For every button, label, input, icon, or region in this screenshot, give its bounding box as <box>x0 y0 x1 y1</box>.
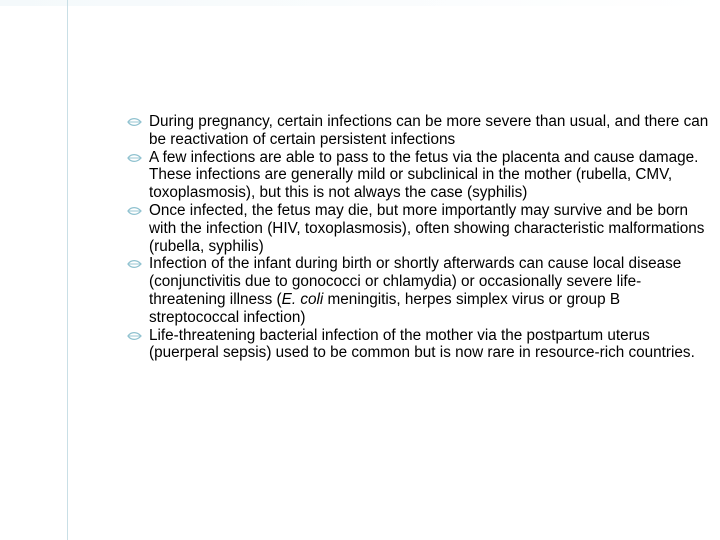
leaf-bullet-icon <box>127 259 142 269</box>
bullet-text-before: Infection of the infant during birth or shortly afterwards can cause local disease (conjunctivitis due to gonococci or chlamydia) or occasionally severe life-threatening illness ( <box>149 255 682 308</box>
bullet-text-after: meningitis, herpes simplex virus or group B streptococcal infection) <box>149 290 621 326</box>
bullet-text: During pregnancy, certain infections can be more severe than usual, and there can be reactivation of certain persistent infections <box>149 113 709 148</box>
bullet-text: Life-threatening bacterial infection of the mother via the postpartum uterus (puerperal sepsis) used to be common but is now rare in resource-rich countries. <box>149 326 695 362</box>
bullet-text <box>149 255 681 325</box>
top-accent-band <box>0 0 720 6</box>
bullet-text: A few infections are able to pass to the fetus via the placenta and cause damage. These infections are generally mild or subclinical in the mother (rubella, CMV, toxoplasmosis), but this is not always the case (syphilis) <box>149 148 699 202</box>
leaf-bullet-icon <box>127 331 142 341</box>
leaf-bullet-icon <box>127 153 142 163</box>
bullet-list <box>130 113 710 362</box>
bullet-text-italic: E. coli <box>281 290 324 308</box>
bullet-item <box>130 149 710 202</box>
leaf-bullet-icon <box>127 117 142 127</box>
bullet-item <box>130 255 710 326</box>
slide-content <box>130 113 710 362</box>
left-margin-rule <box>67 0 68 540</box>
bullet-text: Once infected, the fetus may die, but more importantly may survive and be born with the infection (HIV, toxoplasmosis), often showing characteristic malformations (rubella, syphilis) <box>149 201 705 255</box>
leaf-bullet-icon <box>127 206 142 216</box>
bullet-item <box>130 327 710 363</box>
bullet-item <box>130 202 710 255</box>
bullet-item <box>130 113 710 149</box>
